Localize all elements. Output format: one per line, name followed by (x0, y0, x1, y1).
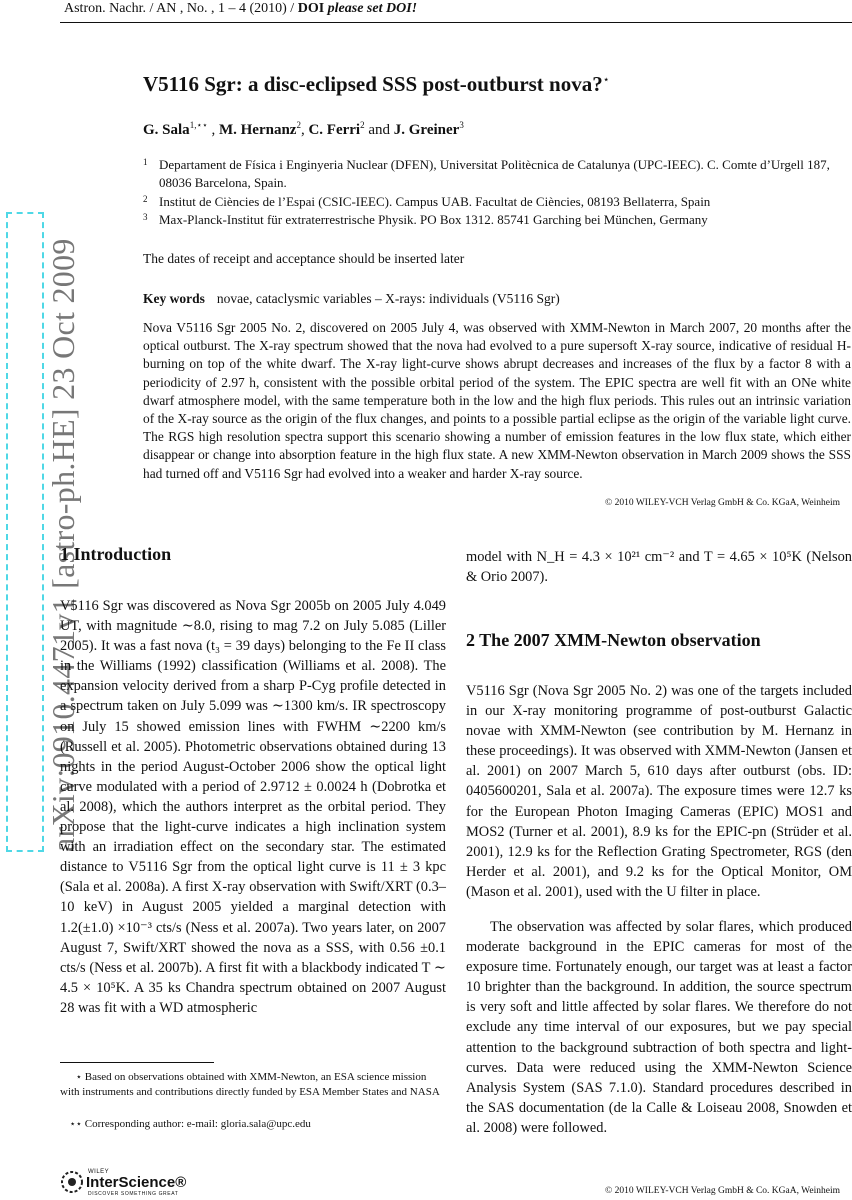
doi-label: DOI (297, 1, 325, 16)
footnote-text: Corresponding author: e-mail: gloria.sala@upc.edu (84, 1118, 311, 1130)
title-text: V5116 Sgr: a disc-eclipsed SSS post-outburst nova? (143, 72, 603, 96)
globe-icon (60, 1170, 84, 1194)
keywords-label: Key words (143, 291, 205, 306)
arxiv-stamp[interactable]: arXiv:0910.4471v1 [astro-ph.HE] 23 Oct 2009 (45, 238, 81, 852)
affiliation-number: 1 (143, 157, 148, 167)
affiliation-text: Institut de Ciències de l’Espai (CSIC-IEEC). Campus UAB. Facultat de Ciències, 08193 Bellaterra, Spain (159, 194, 711, 209)
abstract: Nova V5116 Sgr 2005 No. 2, discovered on 2005 July 4, was observed with XMM-Newton in March 2007, 20 months after the optical outburst. The X-ray spectrum showed that the nova had evolved to a pure supersoft X-ray source, indicative of residual H-burning on top of the white dwarf. The X-ray light-curve shows abrupt decreases and increases of the flux by a factor 8 with a periodicity of 2.97 h, consistent with the possible orbital period of the system. The EPIC spectra are well fit with an ONe white dwarf atmosphere model, with the same temperature both in the low and the high flux periods. This rules out an intrinsic variation of the X-ray source as the origin of the flux changes, and points to a possible partial eclipse as the origin of the variable light curve. The RGS high resolution spectra support this scenario showing a number of emission features in the low flux state, which either disappear or change into absorption feature in the high flux state. A new XMM-Newton observation in March 2009 shows the SSS had turned off and V5116 Sgr had evolved into a weaker and harder X-ray source. (143, 320, 851, 481)
author-name: C. Ferri (308, 122, 361, 138)
arxiv-stamp-frame (6, 212, 44, 852)
paper-title (143, 72, 610, 97)
footnote-mark: ⋆⋆ (69, 1119, 82, 1130)
logo-top-text: WILEY (88, 1169, 110, 1175)
observation-paragraph: V5116 Sgr (Nova Sgr 2005 No. 2) was one of the targets included in our X-ray monitoring programme of post-outburst Galactic novae with XMM-Newton (see contribution by M. Hernanz in these proceedings). It was observed with XMM-Newton (Jansen et al. 2001) on 2007 March 5, 610 days after outburst (obs. ID: 0405600201, Sala et al. 2007a). The exposure times were 12.7 ks for the European Photon Imaging Cameras (EPIC) MOS1 and MOS2 (Turner et al. 2001), 8.9 ks for the EPIC-pn (Strüder et al. 2001), 12.9 ks for the Reflection Grating Spectrometer, RGS (den Herder et al. 2001), and 9.2 ks for the Optical Monitor, OM (Mason et al. 2001), used with the U filter in place. (466, 683, 852, 900)
intro-paragraph: V5116 Sgr was discovered as Nova Sgr 2005b on 2005 July 4.049 UT, with magnitude ∼8.0, rising to mag 7.2 on July 5.085 (Liller 2005). It was a fast nova (t₃ = 39 days) belonging to the Fe II class in the Williams (1992) classification (Williams et al. 2008). The expansion velocity derived from a sharp P-Cyg profile detected in a spectrum taken on July 5.099 was ∼1300 km/s. IR spectroscopy on July 15 showed emission lines with FWHM ∼2200 km/s (Russell et al. 2005). Photometric observations obtained during 13 nights in the period August-October 2006 show the optical light curve modulated with a period of 2.9712 ± 0.0024 h (Dobrotka et al. 2008), which the authors interpret as the orbital period. They propose that the light-curve indicates a high inclination system with an irradiation effect on the secondary star. The estimated distance to V5116 Sgr from the optical light curve is 11 ± 3 kpc (Sala et al. 2008a). A first X-ray observation with Swift/XRT (0.3–10 keV) in August 2005 yielded a marginal detection with 1.2(±1.0) ×10⁻³ cts/s (Ness et al. 2007a). Two years later, on 2007 August 7, Swift/XRT showed the nova as a SSS, with 0.56 ±0.1 cts/s (Ness et al. 2007b). A first fit with a blackbody indicated T ∼ 4.5 × 10⁵K. A 35 ks Chandra spectrum obtained on 2007 August 28 was fit with a WD atmospheric (60, 598, 446, 1016)
copyright-notice-footer: © 2010 WILEY-VCH Verlag GmbH & Co. KGaA, Weinheim (605, 1186, 840, 1196)
affiliation-number: 3 (143, 212, 148, 222)
footnote (60, 1117, 446, 1132)
author-name: J. Greiner (393, 122, 460, 138)
affiliation-text: Max-Planck-Institut für extraterrestrische Physik. PO Box 1312. 85741 Garching bei München, Germany (159, 212, 708, 227)
title-footnote-mark: ⋆ (602, 74, 610, 86)
section-heading-xmm-observation: 2 The 2007 XMM-Newton observation (466, 630, 761, 650)
footnote (60, 1070, 446, 1100)
author-name: M. Hernanz (218, 122, 297, 138)
keywords-text: novae, cataclysmic variables – X-rays: individuals (V5116 Sgr) (216, 291, 560, 306)
keywords (143, 291, 560, 307)
author-affiliation-mark: 2 (360, 120, 365, 130)
author-affiliation-mark: 2 (296, 120, 301, 130)
running-header (64, 1, 417, 17)
copyright-notice: © 2010 WILEY-VCH Verlag GmbH & Co. KGaA, Weinheim (605, 498, 840, 508)
logo-tagline: DISCOVER SOMETHING GREAT (88, 1191, 179, 1197)
affiliation-number: 2 (143, 194, 148, 204)
author-affiliation-mark: 1,⋆⋆ (189, 120, 208, 130)
author-list: G. Sala$^{1,⋆⋆}$ , M. Hernanz$^2$, C. Ferri$^2$ and J. Greiner$^3$ (143, 120, 464, 138)
intro-paragraph-continued: model with N_H = 4.3 × 10²¹ cm⁻² and T = 4.65 × 10⁵K (Nelson & Orio 2007). (466, 549, 852, 586)
logo-main-text: InterScience® (86, 1174, 187, 1191)
observation-paragraph: The observation was affected by solar flares, which produced moderate background in the EPIC cameras for most of the exposure time. Fortunately enough, our target was at least a factor 10 brighter than the background. In addition, the source spectrum is very soft and little affected by solar flares. We therefore do not exclude any time interval of our exposures, but we pay special attention to the background subtraction of both spectra and light-curves. Data were reduced using the XMM-Newton Science Analysis System (SAS 7.1.0). Standard procedures described in the SAS documentation (de la Calle & Loiseau 2008, Snowden et al. 2008) were followed. (466, 919, 852, 1136)
receipt-dates: The dates of receipt and acceptance should be inserted later (143, 251, 465, 266)
footnote-mark: ⋆ (75, 1072, 82, 1083)
footnote-rule (60, 1062, 214, 1063)
author-affiliation-mark: 3 (459, 120, 464, 130)
section-heading-introduction: 1 Introduction (60, 544, 172, 564)
doi-value: please set DOI! (327, 1, 418, 16)
author-conjunction: and (368, 122, 391, 138)
journal-citation: Astron. Nachr. / AN , No. , 1 – 4 (2010) / (64, 1, 298, 16)
affiliation-text: Departament de Física i Enginyeria Nuclear (DFEN), Universitat Politècnica de Catalunya (UPC-IEEC). C. Comte d’Urgell 187, 08036 Barcelona, Spain. (159, 157, 830, 190)
footnote-text: Based on observations obtained with XMM-Newton, an ESA science mission with instruments and contributions directly funded by ESA Member States and NASA (60, 1071, 440, 1098)
author-name: G. Sala (143, 122, 190, 138)
